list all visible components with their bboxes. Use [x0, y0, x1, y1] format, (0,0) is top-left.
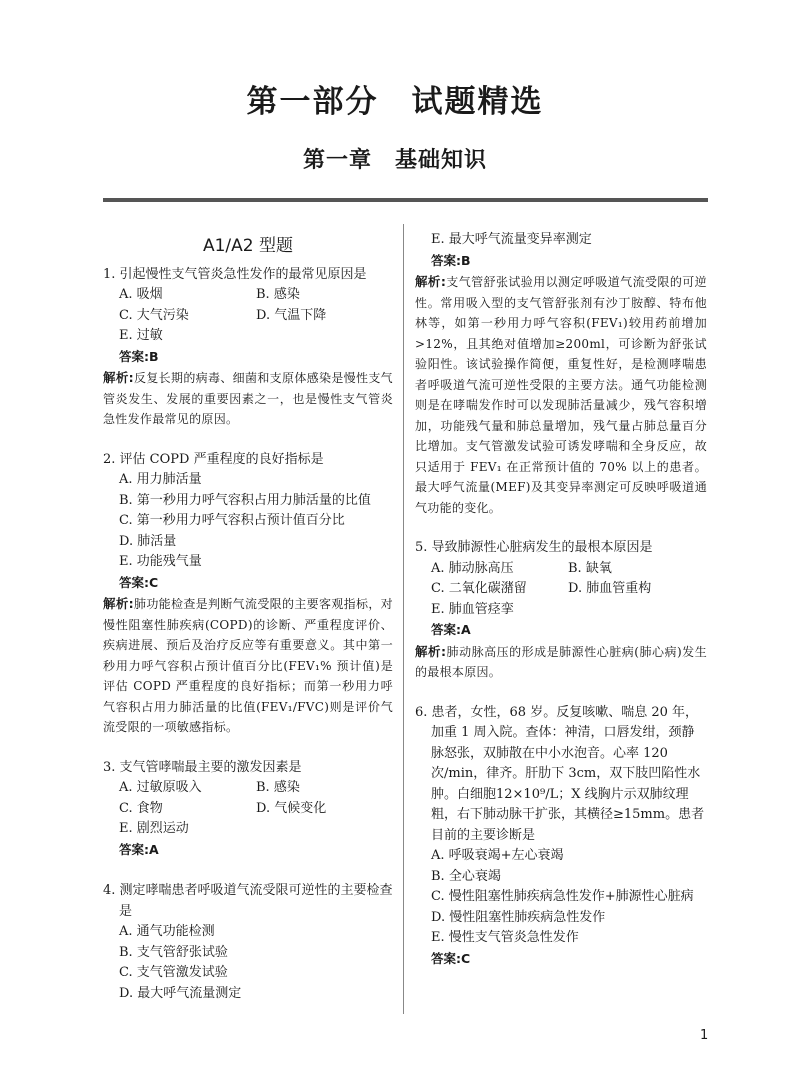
answer-value: C	[461, 950, 471, 966]
answer-label: 答案	[431, 622, 457, 637]
option-c: C. 支气管激发试验	[119, 965, 228, 980]
option-c: C. 食物	[119, 800, 163, 816]
question-2	[103, 450, 393, 738]
option-d: D. 肺血管重构	[568, 581, 652, 596]
question-stem: 1. 引起慢性支气管炎急性发作的最常见原因是	[103, 266, 367, 282]
option-a: A. 肺动脉高压	[431, 560, 514, 576]
question-6	[415, 703, 707, 971]
question-3	[103, 758, 393, 862]
options	[103, 778, 393, 819]
option-b: B. 感染	[256, 780, 300, 795]
option-d: D. 气候变化	[256, 800, 327, 816]
answer-label: 答案	[119, 574, 145, 590]
option-a: A. 呼吸衰竭+左心衰竭	[431, 848, 564, 863]
options	[103, 285, 393, 326]
explanation-text: 肺动脉高压的形成是肺源性心脏病(肺心病)发生的最根本原因。	[415, 644, 707, 679]
answer-value: C	[149, 574, 159, 590]
answer-label: 答案	[431, 252, 457, 268]
explanation-text: 反复长期的病毒、细菌和支原体感染是慢性支气管炎发生、发展的重要因素之一，也是慢性支气管炎急性发作最常见的原因。	[103, 371, 393, 426]
left-column	[103, 232, 393, 1024]
answer-line: 答案:A	[119, 841, 159, 857]
option-e: E. 慢性支气管炎急性发作	[431, 930, 579, 945]
explain-label: 解析	[103, 596, 129, 611]
option-e: E. 剧烈运动	[119, 821, 189, 836]
option-d: D. 气温下降	[256, 307, 327, 323]
header-divider	[103, 198, 708, 202]
explanation: 解析:支气管舒张试验用以测定呼吸道气流受限的可逆性。常用吸入型的支气管舒张剂有沙丁胺醇、特布他林等，如第一秒用力呼气容积(FEV₁)较用药前增加>12%，且其绝对值增加≥200ml，可诊断为舒张试验阳性。该试验操作简便，重复性好，是检测哮喘患者呼吸道气流可逆性受限的主要方法。通气功能检测则是在哮喘发作时可以发现肺活量减少，残气容积增加，功能残气量和肺总量增加，残气量占肺总量百分比增加。支气管激发试验可诱发哮喘和全身反应，故只适用于 FEV₁ 在正常预计值的 70% 以上的患者。最大呼气流量(MEF)及其变异率测定可反映呼吸道通气功能的变化。	[415, 274, 707, 515]
answer-line: 答案:A	[431, 622, 471, 637]
option-a: A. 通气功能检测	[119, 924, 215, 939]
question-stem: 2. 评估 COPD 严重程度的良好指标是	[103, 451, 324, 467]
answer-value: A	[149, 841, 159, 857]
option-a: A. 过敏原吸入	[119, 780, 202, 795]
question-stem: 5. 导致肺源性心脏病发生的最根本原因是	[415, 540, 653, 555]
chapter-title: 第一章 基础知识	[302, 148, 487, 173]
explanation-text: 肺功能检查是判断气流受限的主要客观指标，对慢性阻塞性肺疾病(COPD)的诊断、严重程度评价、疾病进展、预后及治疗反应等有重要意义。其中第一秒用力呼气容积占预计值百分比(FEV₁% 预计值)是评估 COPD 严重程度的良好指标；而第一秒用力呼气容积占用力肺活量的比值(FEV₁/FVC)则是评价气流受限的一项敏感指标。	[103, 597, 393, 734]
answer-line: 答案:B	[119, 348, 159, 364]
answer-value: A	[461, 622, 471, 637]
question-4-continued	[415, 230, 707, 518]
answer-label: 答案	[119, 348, 145, 364]
explanation: 解析:反复长期的病毒、细菌和支原体感染是慢性支气管炎发生、发展的重要因素之一，也是慢性支气管炎急性发作最常见的原因。	[103, 370, 393, 426]
page-number: 1	[700, 1028, 709, 1043]
answer-line: 答案:B	[431, 252, 471, 268]
option-a: A. 用力肺活量	[119, 472, 202, 487]
option-c: C. 第一秒用力呼气容积占预计值百分比	[119, 513, 345, 528]
option-a: A. 吸烟	[119, 287, 163, 302]
option-b: B. 感染	[256, 287, 300, 302]
explain-label: 解析	[103, 370, 129, 385]
column-divider	[403, 224, 404, 1014]
option-e: E. 最大呼气流量变异率测定	[431, 232, 592, 247]
option-c: C. 二氧化碳潴留	[431, 581, 527, 596]
option-d: D. 慢性阻塞性肺疾病急性发作	[431, 909, 606, 925]
question-stem: 3. 支气管哮喘最主要的激发因素是	[103, 759, 302, 775]
question-1	[103, 265, 393, 430]
explain-label: 解析	[415, 274, 441, 289]
answer-value: B	[149, 348, 159, 364]
option-c: C. 大气污染	[119, 307, 189, 323]
options	[415, 559, 707, 600]
explanation-text: 支气管舒张试验用以测定呼吸道气流受限的可逆性。常用吸入型的支气管舒张剂有沙丁胺醇、特布他林等，如第一秒用力呼气容积(FEV₁)较用药前增加>12%，且其绝对值增加≥200ml，可诊断为舒张试验阳性。该试验操作简便，重复性好，是检测哮喘患者呼吸道气流可逆性受限的主要方法。通气功能检测则是在哮喘发作时可以发现肺活量减少，残气容积增加，功能残气量和肺总量增加，残气量占肺总量百分比增加。支气管激发试验可诱发哮喘和全身反应，故只适用于 FEV₁ 在正常预计值的 70% 以上的患者。最大呼气流量(MEF)及其变异率测定可反映呼吸道通气功能的变化。	[415, 275, 707, 515]
option-b: B. 缺氧	[568, 560, 612, 576]
answer-line: 答案:C	[431, 950, 471, 966]
explanation: 解析:肺动脉高压的形成是肺源性心脏病(肺心病)发生的最根本原因。	[415, 643, 707, 679]
question-4	[103, 881, 393, 1004]
option-e: E. 过敏	[119, 328, 163, 343]
option-d: D. 最大呼气流量测定	[119, 985, 242, 1001]
explain-label: 解析	[415, 643, 442, 659]
answer-label: 答案	[431, 950, 457, 966]
option-b: B. 第一秒用力呼气容积占用力肺活量的比值	[119, 492, 371, 508]
part-title: 第一部分 试题精选	[246, 84, 544, 120]
answer-label: 答案	[119, 841, 145, 857]
option-e: E. 肺血管痉挛	[431, 601, 514, 617]
answer-line: 答案:C	[119, 574, 159, 590]
right-column	[415, 230, 707, 990]
answer-value: B	[461, 252, 471, 268]
option-c: C. 慢性阻塞性肺疾病急性发作+肺源性心脏病	[431, 889, 694, 904]
question-stem: 4. 测定哮喘患者呼吸道气流受限可逆性的主要检查是	[103, 883, 393, 919]
section-heading: A1/A2 型题	[202, 236, 294, 256]
option-b: B. 全心衰竭	[431, 868, 501, 884]
option-e: E. 功能残气量	[119, 554, 202, 569]
option-d: D. 肺活量	[119, 533, 177, 549]
question-stem: 6. 患者，女性，68 岁。反复咳嗽、喘息 20 年，加重 1 周入院。查体：神清，口唇发绀，颈静脉怒张，双肺散在中小水泡音。心率 120 次/min，律齐。肝肋下 3cm，双下肢凹陷性水肿。白细胞12×10⁹/L；X 线胸片示双肺纹理粗，右下肺动脉干扩张，其横径≥15mm。患者目前的主要诊断是	[415, 704, 705, 843]
question-5	[415, 538, 707, 683]
option-b: B. 支气管舒张试验	[119, 944, 228, 960]
explanation: 解析:肺功能检查是判断气流受限的主要客观指标，对慢性阻塞性肺疾病(COPD)的诊断、严重程度评价、疾病进展、预后及治疗反应等有重要意义。其中第一秒用力呼气容积占预计值百分比(FEV₁% 预计值)是评估 COPD 严重程度的良好指标；而第一秒用力呼气容积占用力肺活量的比值(FEV₁/FVC)则是评价气流受限的一项敏感指标。	[103, 596, 393, 734]
